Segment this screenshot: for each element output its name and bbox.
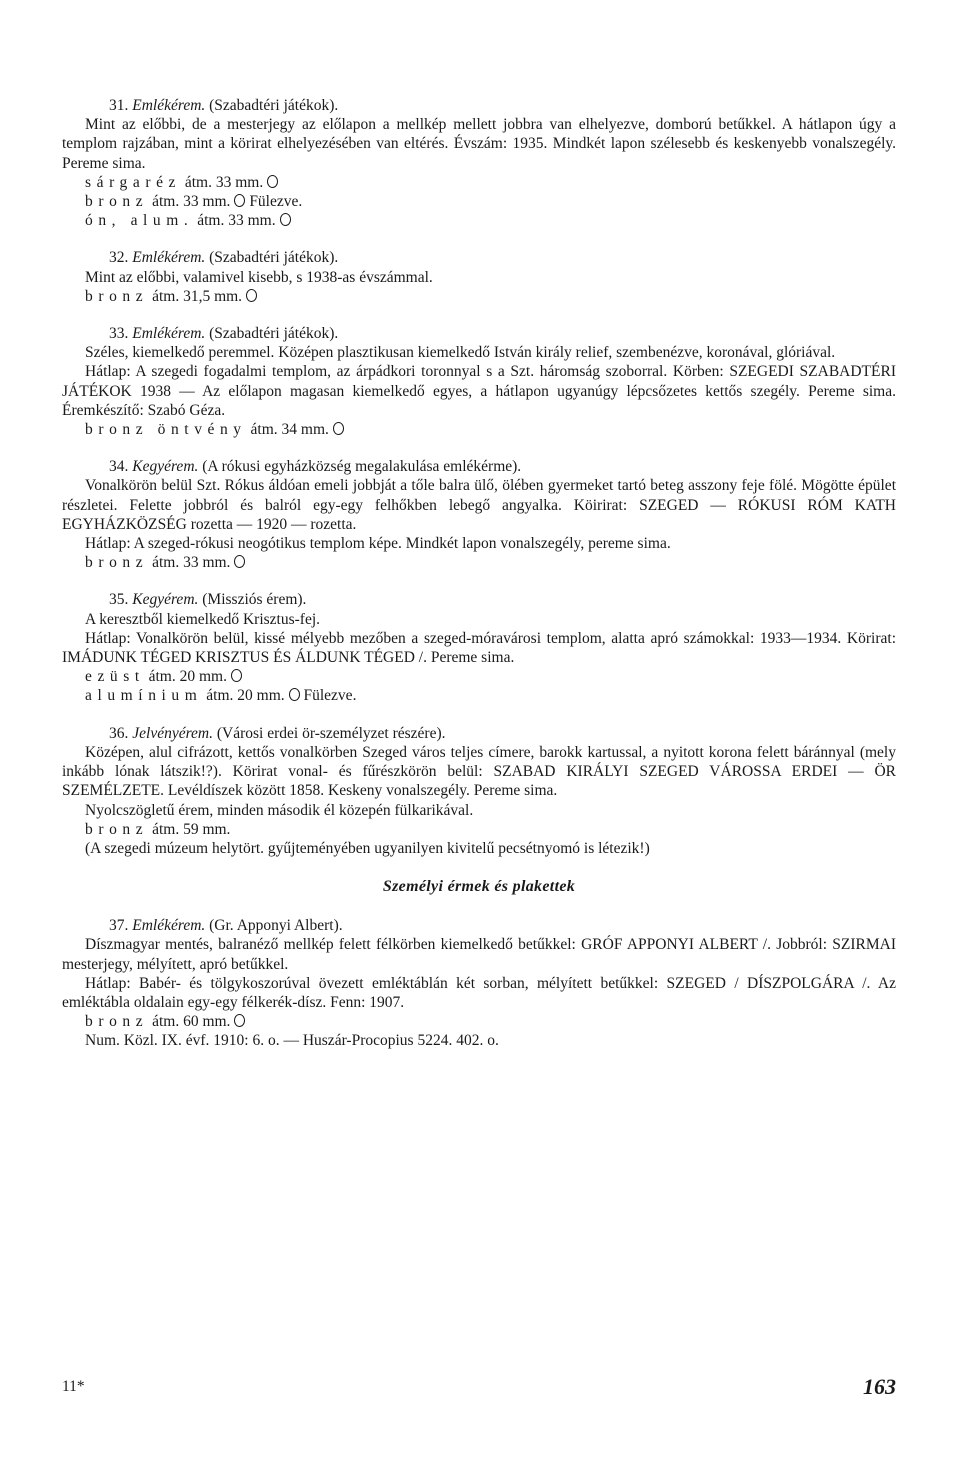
entry-number: 34. [109, 458, 129, 476]
page-body [62, 96, 896, 1069]
entry-description: Középen, alul cifrázott, kettős vonalkörben Szeged város teljes címere, barokk kartussal, a nyitott korona felett báránnyal (mely inkább lónak látszik!?). Körirat vonal- és fűrészkörön belül: SZABAD KIRÁLYI SZEGED VÁROSSA ERDEI — ÖR SZEMÉLZETE. Levéldíszek között 1858. Keskeny vonalszegély. Pereme sima. [62, 743, 896, 800]
entry-heading [62, 590, 896, 609]
material-note: Fülezve. [249, 193, 303, 211]
entry-shape-note: Nyolcszögletű érem, minden második él közepén fülkarikával. [85, 801, 474, 819]
catalog-entry-36 [62, 724, 896, 858]
entry-reverse: Hátlap: A szeged-rókusi neogótikus templom képe. Mindkét lapon vonalszegély, pereme sima. [85, 535, 671, 553]
entry-number: 33. [109, 325, 129, 343]
entry-reverse: Hátlap: A szegedi fogadalmi templom, az árpádkori toronnyal s a Szt. háromság szoborral. Körben: SZEGEDI SZABADTÉRI JÁTÉKOK 1938 — Az előlapon magasan kiemelkedő egyes, a hátlapon ugyanúgy lépcsőzetes kettős szegély. Pereme sima. Éremkészítő: Szabó Géza. [62, 363, 896, 419]
material-name: alumínium [85, 687, 203, 705]
entry-number: 36. [109, 724, 129, 742]
entry-number: 32. [109, 249, 129, 267]
entry-heading [62, 96, 896, 115]
catalog-entry-37 [62, 916, 896, 1050]
entry-heading [62, 457, 896, 476]
material-line [62, 553, 896, 572]
entry-description: Széles, kiemelkedő peremmel. Középen plasztikusan kiemelkedő István király relief, szembenézve, koronával, glóriával. [85, 344, 836, 362]
circle-shape-icon [280, 213, 291, 226]
entry-kind: Emlékérem. [132, 97, 206, 114]
entry-number: 37. [109, 917, 129, 935]
section-heading: Személyi érmek és plakettek [382, 878, 576, 896]
material-size: átm. 34 mm. [250, 421, 329, 439]
material-line [62, 287, 896, 306]
material-size: átm. 33 mm. [152, 554, 231, 572]
material-line [62, 420, 896, 439]
entry-description: Vonalkörön belül Szt. Rókus áldóan emeli jobbját a tőle balra ülő, ölében gyermeket tartó beteg asszony feje fölé. Mögötte épület részletei. Felette jobbról és balról egy-egy felhőkben lebegő angyalka. Köirirat: SZEGED — RÓKUSI RÓM KATH EGYHÁZKÖZSÉG rozetta — 1920 — rozetta. [62, 477, 896, 533]
entry-heading [62, 248, 896, 267]
catalog-entry-31 [62, 96, 896, 230]
entry-description: Mint az előbbi, valamivel kisebb, s 1938-as évszámmal. [85, 268, 433, 286]
circle-shape-icon [234, 1014, 245, 1027]
material-line [62, 173, 896, 192]
entry-description: Díszmagyar mentés, balranéző mellkép felett félkörben kiemelkedő betűkkel: GRÓF APPONYI ALBERT /. Jobbról: SZIRMAI mesterjegy, mélyített, apró betűkkel. [62, 936, 896, 973]
catalog-entry-34 [62, 457, 896, 572]
entry-title: (Szabadtéri játékok). [209, 97, 339, 114]
material-name: sárgaréz [85, 173, 181, 191]
circle-shape-icon [246, 289, 257, 302]
material-name: bronz [85, 554, 149, 572]
entry-heading [62, 916, 896, 935]
entry-kind: Emlékérem. [132, 917, 206, 935]
entry-remark: (A szegedi múzeum helytört. gyűjteményében ugyanilyen kivitelű pecsétnyomó is létezik!) [85, 839, 650, 857]
material-line [62, 192, 896, 211]
bibliographic-reference: Num. Közl. IX. évf. 1910: 6. o. — Huszár-Procopius 5224. 402. o. [85, 1032, 499, 1050]
entry-title: (Szabadtéri játékok). [209, 325, 339, 343]
entry-title: (Szabadtéri játékok). [209, 249, 339, 267]
catalog-entry-33 [62, 324, 896, 439]
material-name: ón, alum. [85, 212, 194, 230]
material-name: bronz [85, 287, 149, 305]
material-name: bronz [85, 820, 149, 838]
material-size: átm. 59 mm. [152, 820, 231, 838]
circle-shape-icon [234, 555, 245, 568]
material-size: átm. 33 mm. [152, 193, 231, 211]
material-line [62, 1012, 896, 1031]
circle-shape-icon [289, 688, 300, 701]
material-size: átm. 20 mm. [206, 687, 285, 705]
material-size: átm. 33 mm. [197, 212, 276, 230]
material-size: átm. 60 mm. [152, 1013, 231, 1031]
entry-heading [62, 724, 896, 743]
page-number: 163 [863, 1374, 896, 1399]
material-line [62, 820, 896, 839]
entry-kind: Jelvényérem. [132, 724, 213, 742]
entry-reverse: Hátlap: Babér- és tölgykoszorúval övezett emléktáblán két sorban, mélyített betűkkel: SZEGED / DÍSZPOLGÁRA /. Az emléktábla oldalain egy-egy félkerék-dísz. Fenn: 1907. [62, 974, 896, 1011]
entry-description: Mint az előbbi, de a mesterjegy az előlapon a mellkép mellett jobbra van elhelyezve, domború betűkkel. A hátlapon úgy a templom rajzában, mint a körirat elhelyezésében van eltérés. Évszám: 1935. Mindkét lapon szélesebb és keskenyebb vonalszegély. Pereme sima. [62, 116, 896, 172]
material-name: bronz öntvény [85, 421, 247, 439]
material-size: átm. 31,5 mm. [152, 287, 243, 305]
material-name: bronz [85, 193, 149, 211]
catalog-entry-35 [62, 590, 896, 705]
entry-title: (Missziós érem). [202, 591, 307, 609]
entry-heading [62, 324, 896, 343]
entry-description: A keresztből kiemelkedő Krisztus-fej. [85, 610, 321, 628]
entry-title: (A rókusi egyházközség megalakulása emlékérme). [202, 458, 522, 476]
circle-shape-icon [267, 175, 278, 188]
catalog-entry-32 [62, 248, 896, 306]
entry-kind: Emlékérem. [132, 325, 206, 343]
circle-shape-icon [333, 422, 344, 435]
entry-kind: Kegyérem. [132, 458, 199, 476]
entry-title: (Városi erdei ör-személyzet részére). [216, 724, 446, 742]
material-size: átm. 20 mm. [148, 668, 227, 686]
entry-kind: Kegyérem. [132, 591, 199, 609]
material-line [62, 686, 896, 705]
material-size: átm. 33 mm. [184, 173, 264, 191]
material-line [62, 211, 896, 230]
material-name: bronz [85, 1013, 149, 1031]
circle-shape-icon [234, 194, 245, 207]
entry-number: 35. [109, 591, 129, 609]
entry-title: (Gr. Apponyi Albert). [209, 917, 343, 935]
material-name: ezüst [85, 668, 145, 686]
material-note: Fülezve. [303, 687, 357, 705]
printer-signature: 11* [62, 1378, 85, 1395]
page-footer [62, 1374, 896, 1408]
entry-kind: Emlékérem. [132, 249, 206, 267]
entry-reverse: Hátlap: Vonalkörön belül, kissé mélyebb mezőben a szeged-móravárosi templom, alatta apró számokkal: 1933—1934. Körirat: IMÁDUNK TÉGED KRISZTUS ÉS ÁLDUNK TÉGED /. Pereme sima. [62, 629, 896, 667]
entry-number: 31. [109, 97, 129, 114]
circle-shape-icon [231, 669, 242, 682]
material-line [62, 667, 896, 686]
